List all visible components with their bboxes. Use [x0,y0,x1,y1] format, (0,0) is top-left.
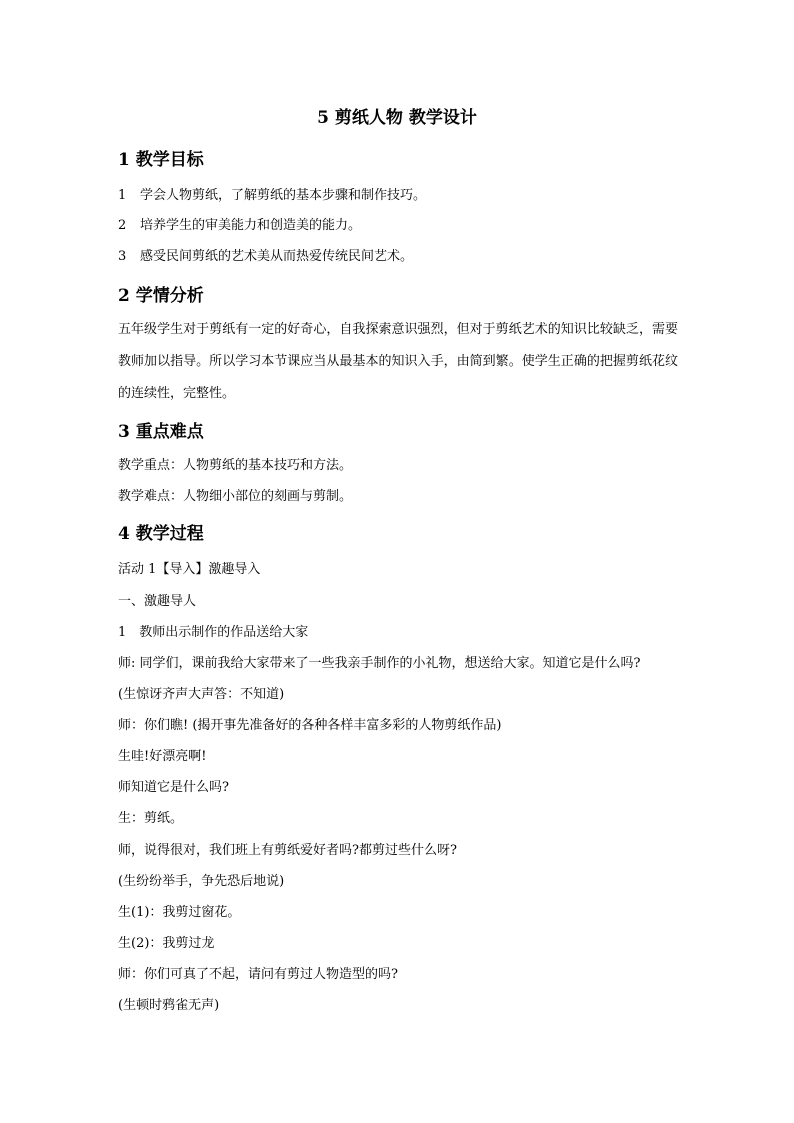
list-item [118,187,426,205]
text-line: 教学难点：人物细小部位的刻画与剪制。 [118,489,353,504]
text-line: 生(2)：我剪过龙 [118,936,215,951]
text-line: 教学重点：人物剪纸的基本技巧和方法。 [118,458,353,473]
text-line: 师：你们瞧! (揭开事先准备好的各种各样丰富多彩的人物剪纸作品) [118,718,502,733]
list-item [118,217,361,235]
text-line: 活动 1【导入】激趣导入 [118,562,261,577]
list-item-text: 培养学生的审美能力和创造美的能力。 [140,218,362,233]
body-paragraph: 五年级学生对于剪纸有一定的好奇心，自我探索意识强烈，但对于剪纸艺术的知识比较缺乏，需要教师加以指导。所以学习本节课应当从最基本的知识入手，由简到繁。使学生正确的把握剪纸花纹的连续性，完整性。 [118,322,678,401]
text-line: 一、激趣导人 [118,594,197,609]
list-item-text: 学会人物剪纸，了解剪纸的基本步骤和制作技巧。 [140,188,427,203]
text-line: 生(1)：我剪过窗花。 [118,905,241,920]
text-line: 生：剪纸。 [118,811,184,826]
list-item-number: 2 [118,218,127,233]
text-line: (生惊讶齐声大声答：不知道) [118,687,285,702]
text-line: 生哇!好漂亮啊! [118,749,207,764]
section-heading-process: 4 教学过程 [118,524,204,544]
text-line: 师: 同学们，课前我给大家带来了一些我亲手制作的小礼物，想送给大家。知道它是什么吗? [118,656,641,671]
text-line: (生纷纷举手，争先恐后地说) [118,874,285,889]
list-item [118,248,413,266]
text-line: 1 教师出示制作的作品送给大家 [118,625,309,640]
section-heading-objectives: 1 教学目标 [118,150,204,170]
text-line: 师：你们可真了不起，请问有剪过人物造型的吗? [118,967,398,982]
section-heading-student-analysis: 2 学情分析 [118,286,204,306]
text-line: 师，说得很对，我们班上有剪纸爱好者吗?都剪过些什么呀? [118,843,457,858]
list-item-number: 3 [118,249,127,264]
list-item-number: 1 [118,188,127,203]
text-line: 师知道它是什么吗? [118,780,229,795]
section-heading-key-points: 3 重点难点 [118,422,204,442]
list-item-text: 感受民间剪纸的艺术美从而热爱传统民间艺术。 [140,249,414,264]
document-title: 5 剪纸人物 教学设计 [317,108,477,128]
text-line: (生顿时鸦雀无声) [118,998,220,1013]
